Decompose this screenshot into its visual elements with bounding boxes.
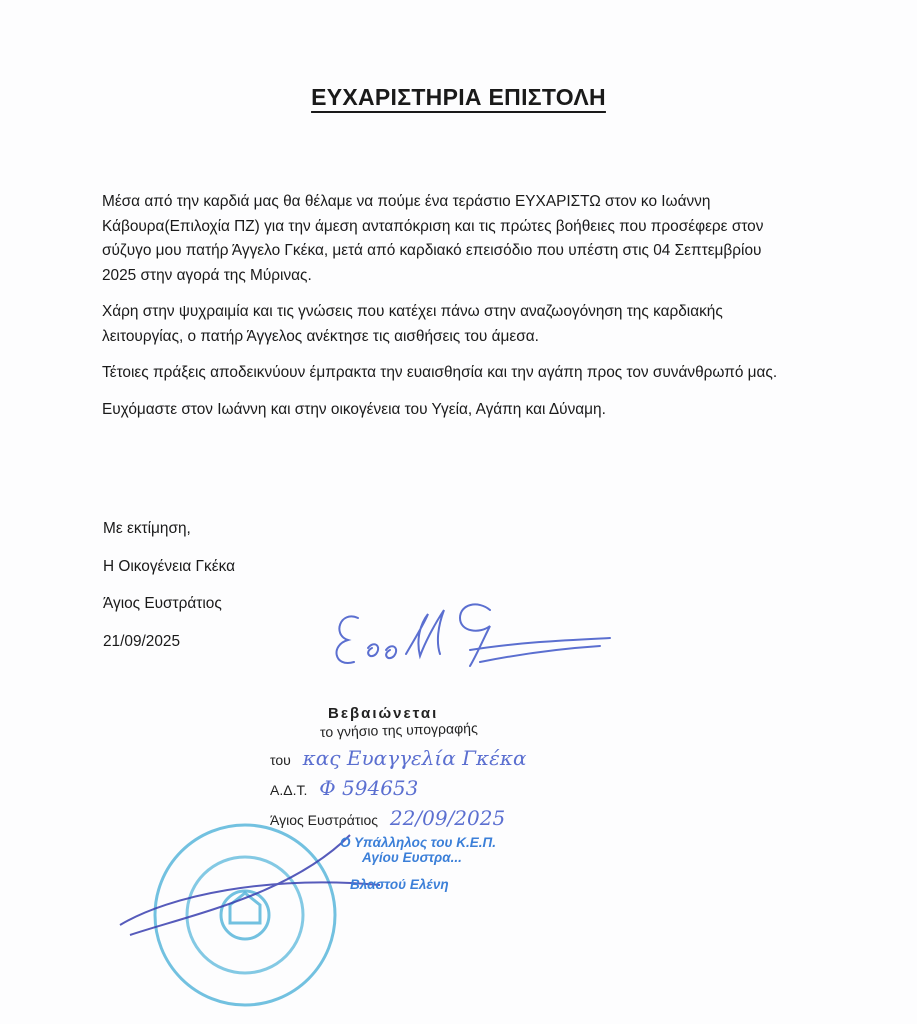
certification-value: Φ 594653 bbox=[319, 776, 419, 800]
letter-title-block bbox=[0, 84, 917, 111]
certification-heading: Βεβαιώνεται bbox=[328, 705, 439, 722]
paragraph-3: Τέτοιες πράξεις αποδεικνύουν έμπρακτα την ευαισθησία και την αγάπη προς τον συνάνθρωπό μας. bbox=[102, 364, 778, 381]
paragraph-4: Ευχόμαστε στον Ιωάννη και στην οικογένεια του Υγεία, Αγάπη και Δύναμη. bbox=[102, 400, 606, 418]
official-stamp-text bbox=[340, 835, 496, 892]
certification-row bbox=[270, 776, 630, 800]
letter-date: 21/09/2025 bbox=[103, 632, 181, 650]
certification-block bbox=[270, 705, 630, 830]
paragraph-1: Μέσα από την καρδιά μας θα θέλαμε να πούμε ένα τεράστιο ΕΥΧΑΡΙΣΤΩ στον κο Ιωάννη Κάβουρα(Επιλοχία ΠΖ) για την άμεση ανταπόκριση και τις πρώτες βοήθειες που προσέφερε στον σύζυγο μου πατήρ Άγγελο Γκέκα, μετά από καρδιακό επεισόδιο που υπέστη στις 04 Σεπτεμβρίου 2025 στην αγορά της Μύρινας. bbox=[102, 193, 764, 284]
signature-image bbox=[320, 590, 620, 680]
certification-label: Άγιος Ευστράτιος bbox=[270, 812, 379, 828]
certification-subheading: το γνήσιο της υπογραφής bbox=[319, 719, 478, 740]
salutation: Με εκτίμηση, bbox=[103, 520, 191, 537]
certification-value: 22/09/2025 bbox=[389, 806, 506, 830]
official-line-1: Ο Υπάλληλος του Κ.Ε.Π. bbox=[340, 835, 496, 850]
sender-place: Άγιος Ευστράτιος bbox=[103, 595, 222, 612]
letter-body bbox=[102, 190, 782, 434]
certification-row bbox=[270, 806, 630, 830]
certification-label: Α.Δ.Τ. bbox=[270, 782, 308, 798]
sender-name: Η Οικογένεια Γκέκα bbox=[103, 557, 235, 575]
certification-row bbox=[270, 746, 630, 770]
paragraph-2: Χάρη στην ψυχραιμία και τις γνώσεις που κατέχει πάνω στην αναζωογόνηση της καρδιακής λειτουργίας, ο πατήρ Άγγελος ανέκτησε τις αισθήσεις του άμεσα. bbox=[102, 303, 723, 345]
official-line-3: Βλαστού Ελένη bbox=[350, 877, 449, 892]
official-line-2: Αγίου Ευστρα... bbox=[362, 850, 462, 865]
letter-title: ΕΥΧΑΡΙΣΤΗΡΙΑ ΕΠΙΣΤΟΛΗ bbox=[311, 84, 606, 110]
certification-value: κας Ευαγγελία Γκέκα bbox=[302, 746, 527, 770]
closing-block bbox=[103, 510, 235, 660]
certification-label: του bbox=[270, 752, 291, 768]
